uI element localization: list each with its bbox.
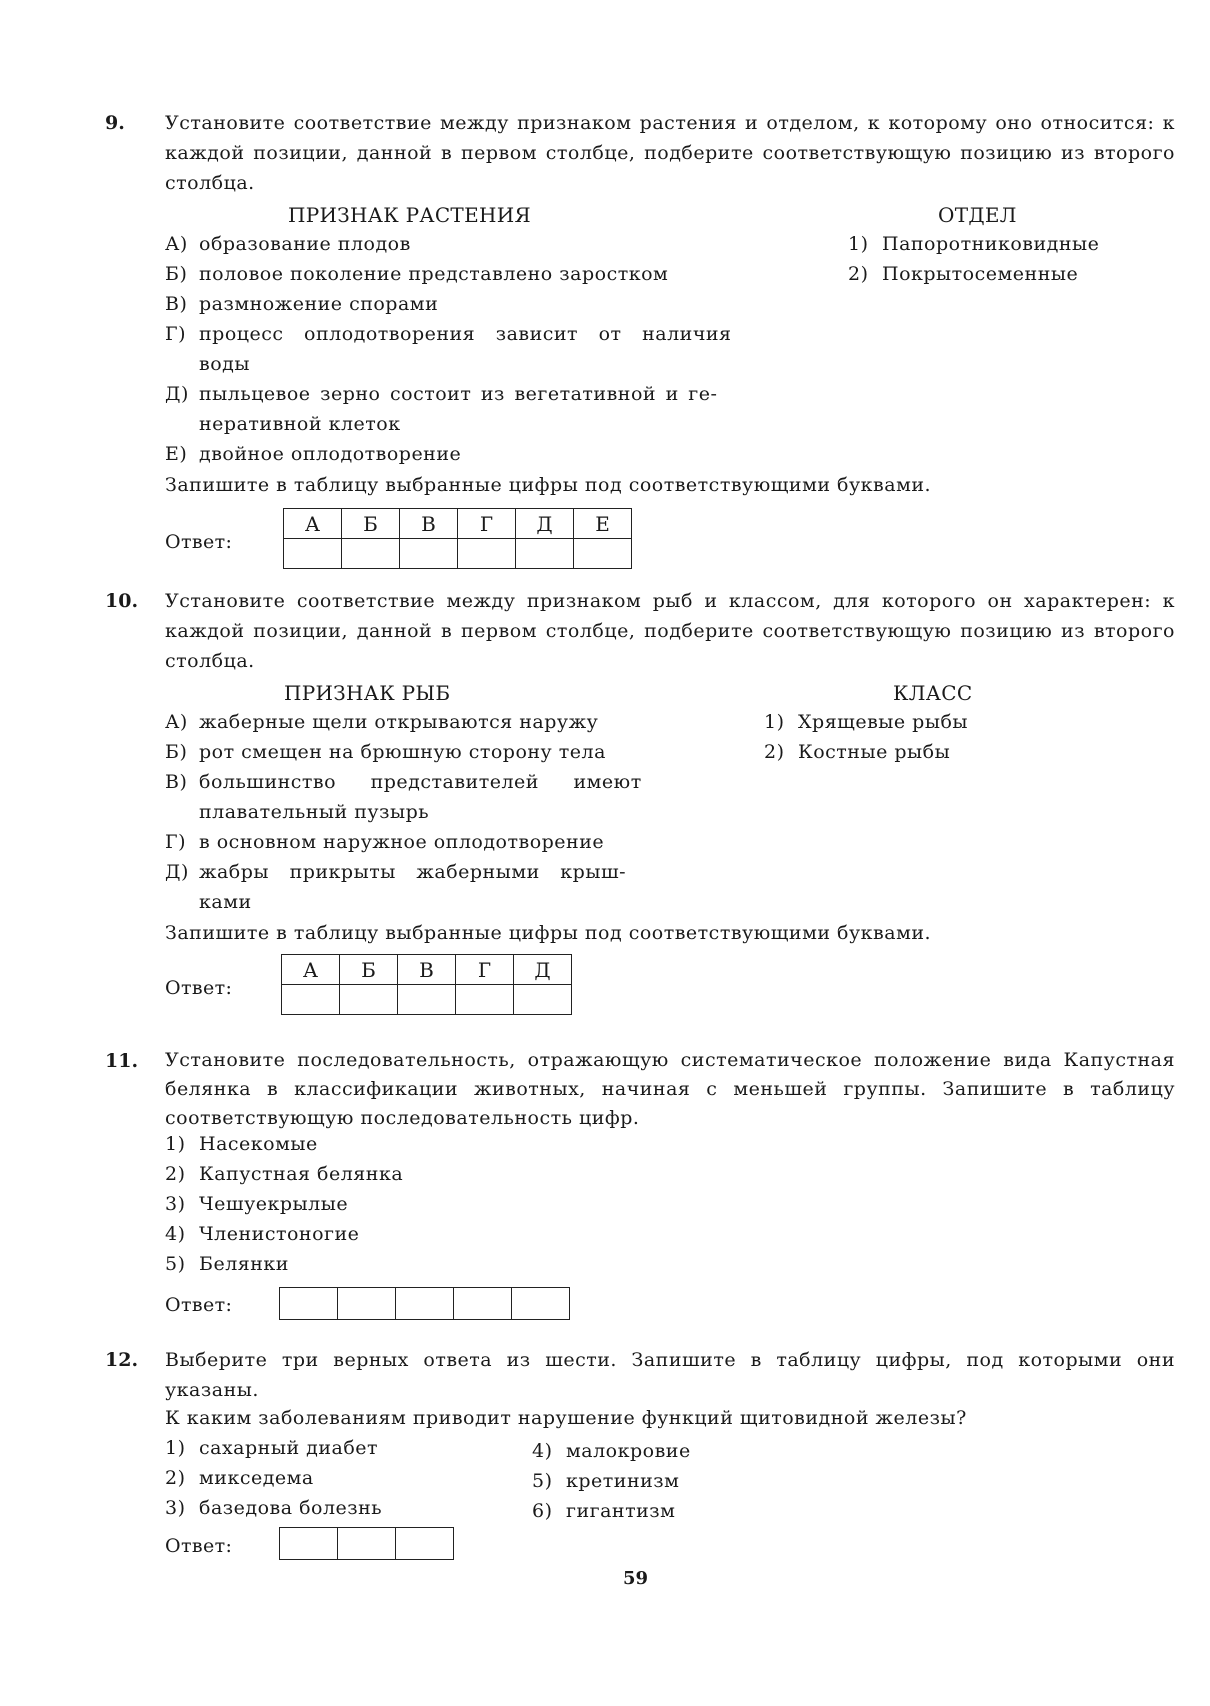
q9-col-d: Д: [516, 509, 574, 539]
q12-option-2: 2) микседема: [165, 1467, 314, 1489]
q10-answer-cell[interactable]: [398, 985, 456, 1015]
q12-option-6: 6) гигантизм: [532, 1500, 676, 1522]
q9-item-v: В) размножение спорами: [165, 293, 439, 315]
q9-item-e: Е) двойное оплодотворение: [165, 443, 462, 465]
q11-answer-cell[interactable]: [396, 1288, 454, 1320]
q11-item-3: 3) Чешуекрылые: [165, 1193, 349, 1215]
q9-number: 9.: [105, 112, 125, 134]
q10-item-d: Д) жабры прикрыты жаберными крыш-: [165, 861, 627, 883]
q9-instruction: Запишите в таблицу выбранные цифры под соответствующими буквами.: [165, 474, 932, 496]
q10-item-v-cont: плавательный пузырь: [199, 801, 430, 823]
q11-item-2: 2) Капустная белянка: [165, 1163, 404, 1185]
q12-answer-cell[interactable]: [338, 1528, 396, 1560]
q12-stem: Выберите три верных ответа из шести. Запишите в таблицу цифры, под которыми они указаны.: [165, 1349, 1175, 1401]
q9-option-1: 1) Папоротниковидные: [848, 233, 1100, 255]
q12-option-5: 5) кретинизм: [532, 1470, 680, 1492]
q11-answer-table: [279, 1287, 570, 1320]
q9-answer-cell[interactable]: [458, 539, 516, 569]
q9-col-e: Е: [574, 509, 632, 539]
q9-answer-cell[interactable]: [516, 539, 574, 569]
q11-answer-cell[interactable]: [338, 1288, 396, 1320]
q11-number: 11.: [105, 1050, 139, 1072]
q9-answer-cell[interactable]: [284, 539, 342, 569]
q11-item-5: 5) Белянки: [165, 1253, 289, 1275]
q12-option-1: 1) сахарный диабет: [165, 1437, 379, 1459]
q12-option-4: 4) малокровие: [532, 1440, 691, 1462]
q10-stem: Установите соответствие между признаком рыб и классом, для которого он характерен: к каждой позиции, данной в первом столбце, подберите соответствующую позицию из второго столбца.: [165, 590, 1175, 672]
q9-col-a: А: [284, 509, 342, 539]
q12-answer-table: [279, 1527, 454, 1560]
q10-col-d: Д: [514, 955, 572, 985]
q12-option-3: 3) базедова болезнь: [165, 1497, 383, 1519]
q10-item-b: Б) рот смещен на брюшную сторону тела: [165, 741, 606, 763]
q11-stem: Установите последовательность, отражающую систематическое положение вида Капустная белянка в классификации животных, начиная с меньшей группы. Запишите в таблицу соответствующую последовательность цифр.: [165, 1049, 1175, 1129]
q9-answer-table: [283, 508, 632, 569]
q10-right-header: КЛАСС: [893, 681, 973, 705]
q9-item-b: Б) половое поколение представлено заростком: [165, 263, 669, 285]
q10-item-d-cont: ками: [199, 891, 252, 913]
q10-answer-cell[interactable]: [282, 985, 340, 1015]
q9-answer-cell[interactable]: [342, 539, 400, 569]
q12-answer-cell[interactable]: [280, 1528, 338, 1560]
q9-stem: Установите соответствие между признаком растения и отделом, к которому оно относится: к каждой позиции, данной в первом столбце, подберите соответствующую позицию из второго столбца.: [165, 112, 1175, 194]
q10-instruction: Запишите в таблицу выбранные цифры под соответствующими буквами.: [165, 922, 932, 944]
q10-item-v: В) большинство представителей имеют: [165, 771, 642, 793]
q10-col-g: Г: [456, 955, 514, 985]
q12-number: 12.: [105, 1349, 139, 1371]
q9-item-a: А) образование плодов: [165, 233, 411, 255]
q10-option-1: 1) Хрящевые рыбы: [764, 711, 969, 733]
q10-answer-table: [281, 954, 572, 1015]
q9-left-header: ПРИЗНАК РАСТЕНИЯ: [288, 203, 531, 227]
q11-answer-cell[interactable]: [454, 1288, 512, 1320]
q10-col-b: Б: [340, 955, 398, 985]
q12-answer-cell[interactable]: [396, 1528, 454, 1560]
q11-answer-label: Ответ:: [165, 1294, 233, 1316]
q9-col-b: Б: [342, 509, 400, 539]
q9-col-v: В: [400, 509, 458, 539]
q9-option-2: 2) Покрытосеменные: [848, 263, 1079, 285]
q10-item-a: А) жаберные щели открываются наружу: [165, 711, 599, 733]
q11-answer-cell[interactable]: [280, 1288, 338, 1320]
q10-option-2: 2) Костные рыбы: [764, 741, 951, 763]
page-number: 59: [623, 1568, 649, 1589]
q9-answer-label: Ответ:: [165, 531, 233, 553]
q12-question: К каким заболеваниям приводит нарушение функций щитовидной железы?: [165, 1407, 967, 1429]
q9-col-g: Г: [458, 509, 516, 539]
q10-number: 10.: [105, 590, 139, 612]
q9-item-g: Г) процесс оплодотворения зависит от наличия: [165, 323, 732, 345]
q10-left-header: ПРИЗНАК РЫБ: [284, 681, 451, 705]
q11-answer-cell[interactable]: [512, 1288, 570, 1320]
q11-item-4: 4) Членистоногие: [165, 1223, 360, 1245]
q10-answer-cell[interactable]: [456, 985, 514, 1015]
q10-item-g: Г) в основном наружное оплодотворение: [165, 831, 605, 853]
q9-item-d-cont: неративной клеток: [199, 413, 401, 435]
q10-answer-label: Ответ:: [165, 977, 233, 999]
q11-item-1: 1) Насекомые: [165, 1133, 318, 1155]
q12-answer-label: Ответ:: [165, 1535, 233, 1557]
q10-answer-cell[interactable]: [514, 985, 572, 1015]
q10-col-a: А: [282, 955, 340, 985]
q10-answer-cell[interactable]: [340, 985, 398, 1015]
q9-answer-cell[interactable]: [400, 539, 458, 569]
q9-item-d: Д) пыльцевое зерно состоит из вегетативной и ге-: [165, 383, 718, 405]
q9-answer-cell[interactable]: [574, 539, 632, 569]
q9-right-header: ОТДЕЛ: [938, 203, 1017, 227]
q9-item-g-cont: воды: [199, 353, 250, 375]
q10-col-v: В: [398, 955, 456, 985]
